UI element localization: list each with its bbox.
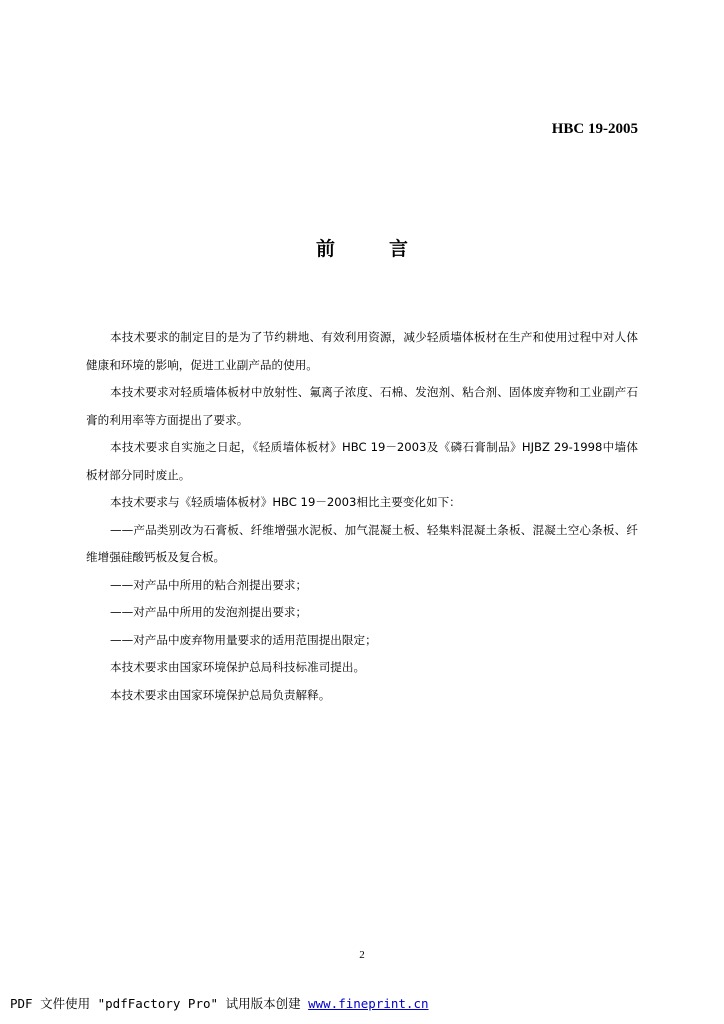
paragraph-interpreter: 本技术要求由国家环境保护总局负责解释。 [110,687,331,702]
page-title [0,234,724,261]
paragraph-changes-intro: 本技术要求与《轻质墙体板材》HBC 19－2003相比主要变化如下： [110,495,461,509]
standard-code: HBC 19-2005 [551,121,638,137]
page-number: 2 [359,949,365,961]
change-item-foaming-agent: ——对产品中所用的发泡剂提出要求； [110,605,308,619]
footer-link[interactable]: www.fineprint.cn [308,996,429,1011]
paragraph-requirements: 本技术要求对轻质墙体板材中放射性、氟离子浓度、石棉、发泡剂、粘合剂、固体废弃物和工业副产石膏的利用率等方面提出了要求。 [86,385,638,427]
change-item-adhesive: ——对产品中所用的粘合剂提出要求； [110,577,308,592]
paragraph-supersedes: 本技术要求自实施之日起，《轻质墙体板材》HBC 19－2003及《磷石膏制品》HJBZ 29-1998中墙体板材部分同时废止。 [86,440,638,482]
change-item-categories: ——产品类别改为石膏板、纤维增强水泥板、加气混凝土板、轻集料混凝土条板、混凝土空心条板、纤维增强硅酸钙板及复合板。 [86,522,638,564]
title-char-2: 言 [389,238,409,260]
change-item-waste-scope: ——对产品中废弃物用量要求的适用范围提出限定； [110,632,377,647]
footer-text: PDF 文件使用 "pdfFactory Pro" 试用版本创建 [10,996,309,1011]
paragraph-proposer: 本技术要求由国家环境保护总局科技标准司提出。 [110,660,366,674]
paragraph-purpose: 本技术要求的制定目的是为了节约耕地、有效利用资源，减少轻质墙体板材在生产和使用过程中对人体健康和环境的影响，促进工业副产品的使用。 [86,330,638,372]
title-char-1: 前 [315,238,335,260]
pdf-footer [10,994,429,1012]
foreword-body [86,324,638,709]
